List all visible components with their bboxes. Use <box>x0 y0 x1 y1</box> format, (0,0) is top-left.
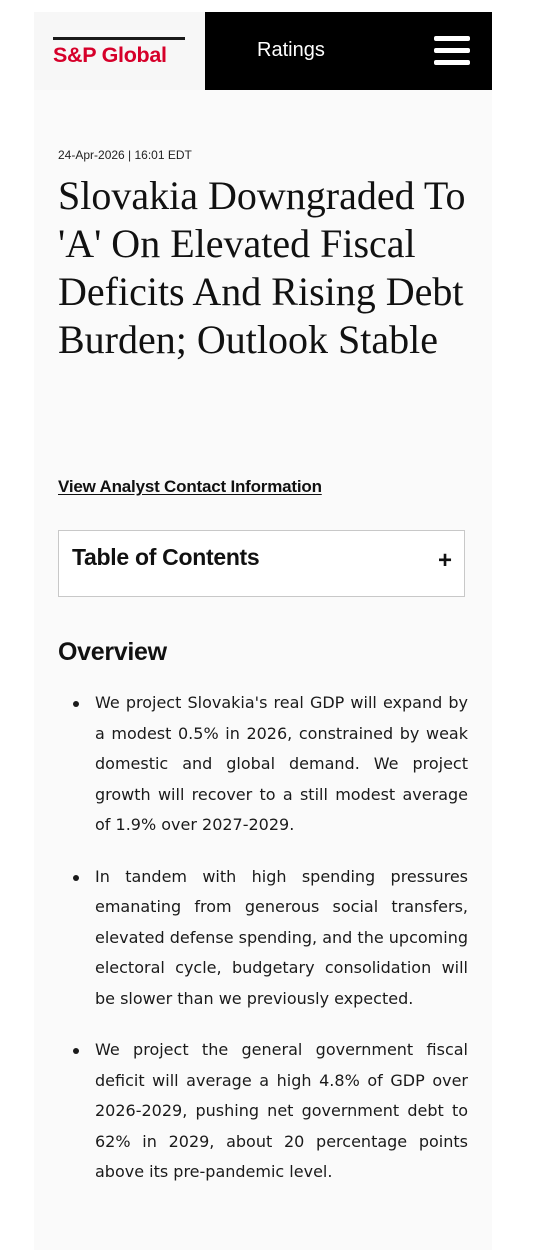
nav-bar <box>205 12 492 90</box>
site-header <box>34 12 492 90</box>
menu-line <box>434 36 470 41</box>
bullet-icon <box>73 875 79 881</box>
overview-bullet-list <box>58 688 468 1209</box>
logo-bar <box>53 37 185 40</box>
article-title: Slovakia Downgraded To 'A' On Elevated Fiscal Deficits And Rising Debt Burden; Outlook Stable <box>58 173 466 362</box>
logo-text: S&P Global <box>53 43 167 67</box>
overview-heading: Overview <box>58 638 167 666</box>
bullet-text: In tandem with high spending pressures emanating from generous social transfers, elevated defense spending, and the upcoming electoral cycle, budgetary consolidation will be slower than we previously expected. <box>95 866 468 1008</box>
list-item <box>58 862 468 1015</box>
table-of-contents-toggle[interactable] <box>58 530 465 597</box>
view-analyst-contact-link[interactable]: View Analyst Contact Information <box>58 477 322 496</box>
bullet-icon <box>73 1048 79 1054</box>
toc-title: Table of Contents <box>72 544 260 570</box>
list-item <box>58 1035 468 1188</box>
bullet-text: We project the general government fiscal deficit will average a high 4.8% of GDP over 2026-2029, pushing net government debt to 62% in 2029, about 20 percentage points above its pre-pandemic level. <box>95 1040 468 1181</box>
list-item <box>58 688 468 841</box>
logo[interactable] <box>34 12 205 90</box>
bullet-text: We project Slovakia's real GDP will expand by a modest 0.5% in 2026, constrained by weak domestic and global demand. We project growth will recover to a still modest average of 1.9% over 2027-2029. <box>95 693 468 834</box>
article-timestamp: 24-Apr-2026 | 16:01 EDT <box>58 148 192 162</box>
expand-plus-icon[interactable]: + <box>437 547 452 574</box>
hamburger-menu-icon[interactable] <box>430 32 474 70</box>
menu-line <box>434 60 470 65</box>
menu-line <box>434 48 470 53</box>
bullet-icon <box>73 701 79 707</box>
nav-ratings-link[interactable]: Ratings <box>257 39 325 61</box>
